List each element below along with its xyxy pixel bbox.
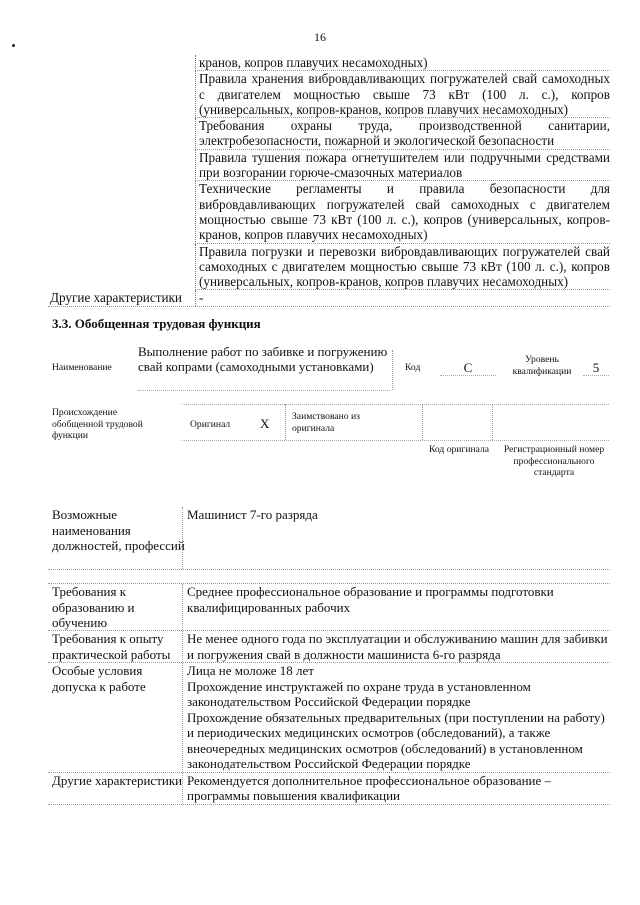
table-row — [48, 118, 610, 150]
other-characteristics-label: Другие характеристики — [50, 290, 182, 306]
table-row — [48, 150, 610, 182]
code-original-label: Код оригинала — [428, 444, 490, 455]
condition-item: Лица не моложе 18 лет — [187, 663, 314, 678]
borrowed-label: Заимствовано из оригинала — [292, 411, 360, 434]
other-characteristics-value: - — [195, 290, 610, 305]
divider — [422, 404, 423, 440]
divider — [182, 404, 609, 405]
table-row — [48, 55, 610, 71]
table-row — [48, 663, 610, 773]
name-value: Выполнение работ по забивке и погружению свай копрами (самоходными установками) — [138, 344, 390, 391]
table-row — [48, 773, 610, 805]
other-label: Другие характеристики — [52, 772, 183, 788]
scan-speck — [12, 44, 15, 47]
knowledge-item: Технические регламенты и правила безопасности для вибровдавливающих погружателей свай самоходных с двигателем мощностью свыше 73 кВт (100 л. с.), копров (универсальных, копров-кранов, копров плавучих несамоходных) — [195, 181, 610, 243]
knowledge-item: Требования охраны труда, производственной санитарии, электробезопасности, пожарной и экологической безопасности — [195, 118, 610, 150]
conditions-label: Особые условия допуска к работе — [52, 663, 146, 694]
page-number: 16 — [314, 30, 326, 44]
education-label: Требования к образованию и обучению — [52, 584, 135, 630]
condition-item: Прохождение обязательных предварительных (при поступлении на работу) и периодических медицинских осмотров (обследований), а также внеочередных медицинских осмотров (обследований) в установленном законодательством Российской Федерации порядке — [187, 709, 605, 771]
code-value: С — [440, 360, 496, 376]
section-title: 3.3. Обобщенная трудовая функция — [52, 316, 261, 331]
table-row — [48, 244, 610, 291]
original-mark: X — [260, 416, 270, 431]
knowledge-table — [48, 55, 610, 307]
positions-label: Возможные наименования должностей, профессий — [52, 507, 185, 553]
positions-value: Машинист 7-го разряда — [182, 507, 610, 569]
reg-number-label: Регистрационный номер профессионального стандарта — [503, 444, 605, 478]
code-label: Код — [405, 362, 421, 373]
knowledge-item: Правила хранения вибровдавливающих погружателей свай самоходных с двигателем мощностью свыше 73 кВт (100 л. с.), копров (универсальных, копров-кранов, копров плавучих несамоходных) — [195, 71, 610, 118]
divider — [492, 404, 493, 440]
knowledge-item: Правила погрузки и перевозки вибровдавливающих погружателей свай самоходных с двигателем мощностью свыше 73 кВт (100 л. с.), копров (универсальных, копров-кранов, копров плавучих несамоходных) — [195, 244, 610, 291]
knowledge-item: кранов, копров плавучих несамоходных) — [195, 55, 610, 71]
experience-label: Требования к опыту практической работы — [52, 631, 171, 662]
level-value: 5 — [583, 360, 609, 376]
table-row — [48, 181, 610, 243]
origin-label: Происхождение обобщенной трудовой функции — [52, 407, 143, 441]
level-label: Уровень квалификации — [512, 354, 572, 377]
name-label: Наименование — [52, 362, 112, 373]
divider — [182, 440, 609, 441]
education-value: Среднее профессиональное образование и программы подготовки квалифицированных рабочих — [182, 584, 610, 630]
table-row — [48, 507, 610, 570]
divider — [285, 404, 286, 440]
original-label: Оригинал — [190, 419, 231, 430]
divider — [392, 350, 393, 390]
conditions-value — [182, 663, 610, 772]
details-table — [48, 507, 610, 805]
knowledge-item: Правила тушения пожара огнетушителем или подручными средствами при возгорании горюче-смазочных материалов — [195, 150, 610, 182]
row-gap — [48, 570, 610, 584]
experience-value: Не менее одного года по эксплуатации и обслуживанию машин для забивки и погружения свай в должности машиниста 6-го разряда — [182, 631, 610, 662]
other-value: Рекомендуется дополнительное профессиональное образование – программы повышения квалификации — [182, 773, 610, 804]
table-row-other — [48, 290, 610, 306]
condition-item: Прохождение инструктажей по охране труда в установленном законодательством Российской Федерации порядке — [187, 678, 531, 709]
table-row — [48, 71, 610, 118]
table-row — [48, 584, 610, 631]
table-row — [48, 631, 610, 663]
